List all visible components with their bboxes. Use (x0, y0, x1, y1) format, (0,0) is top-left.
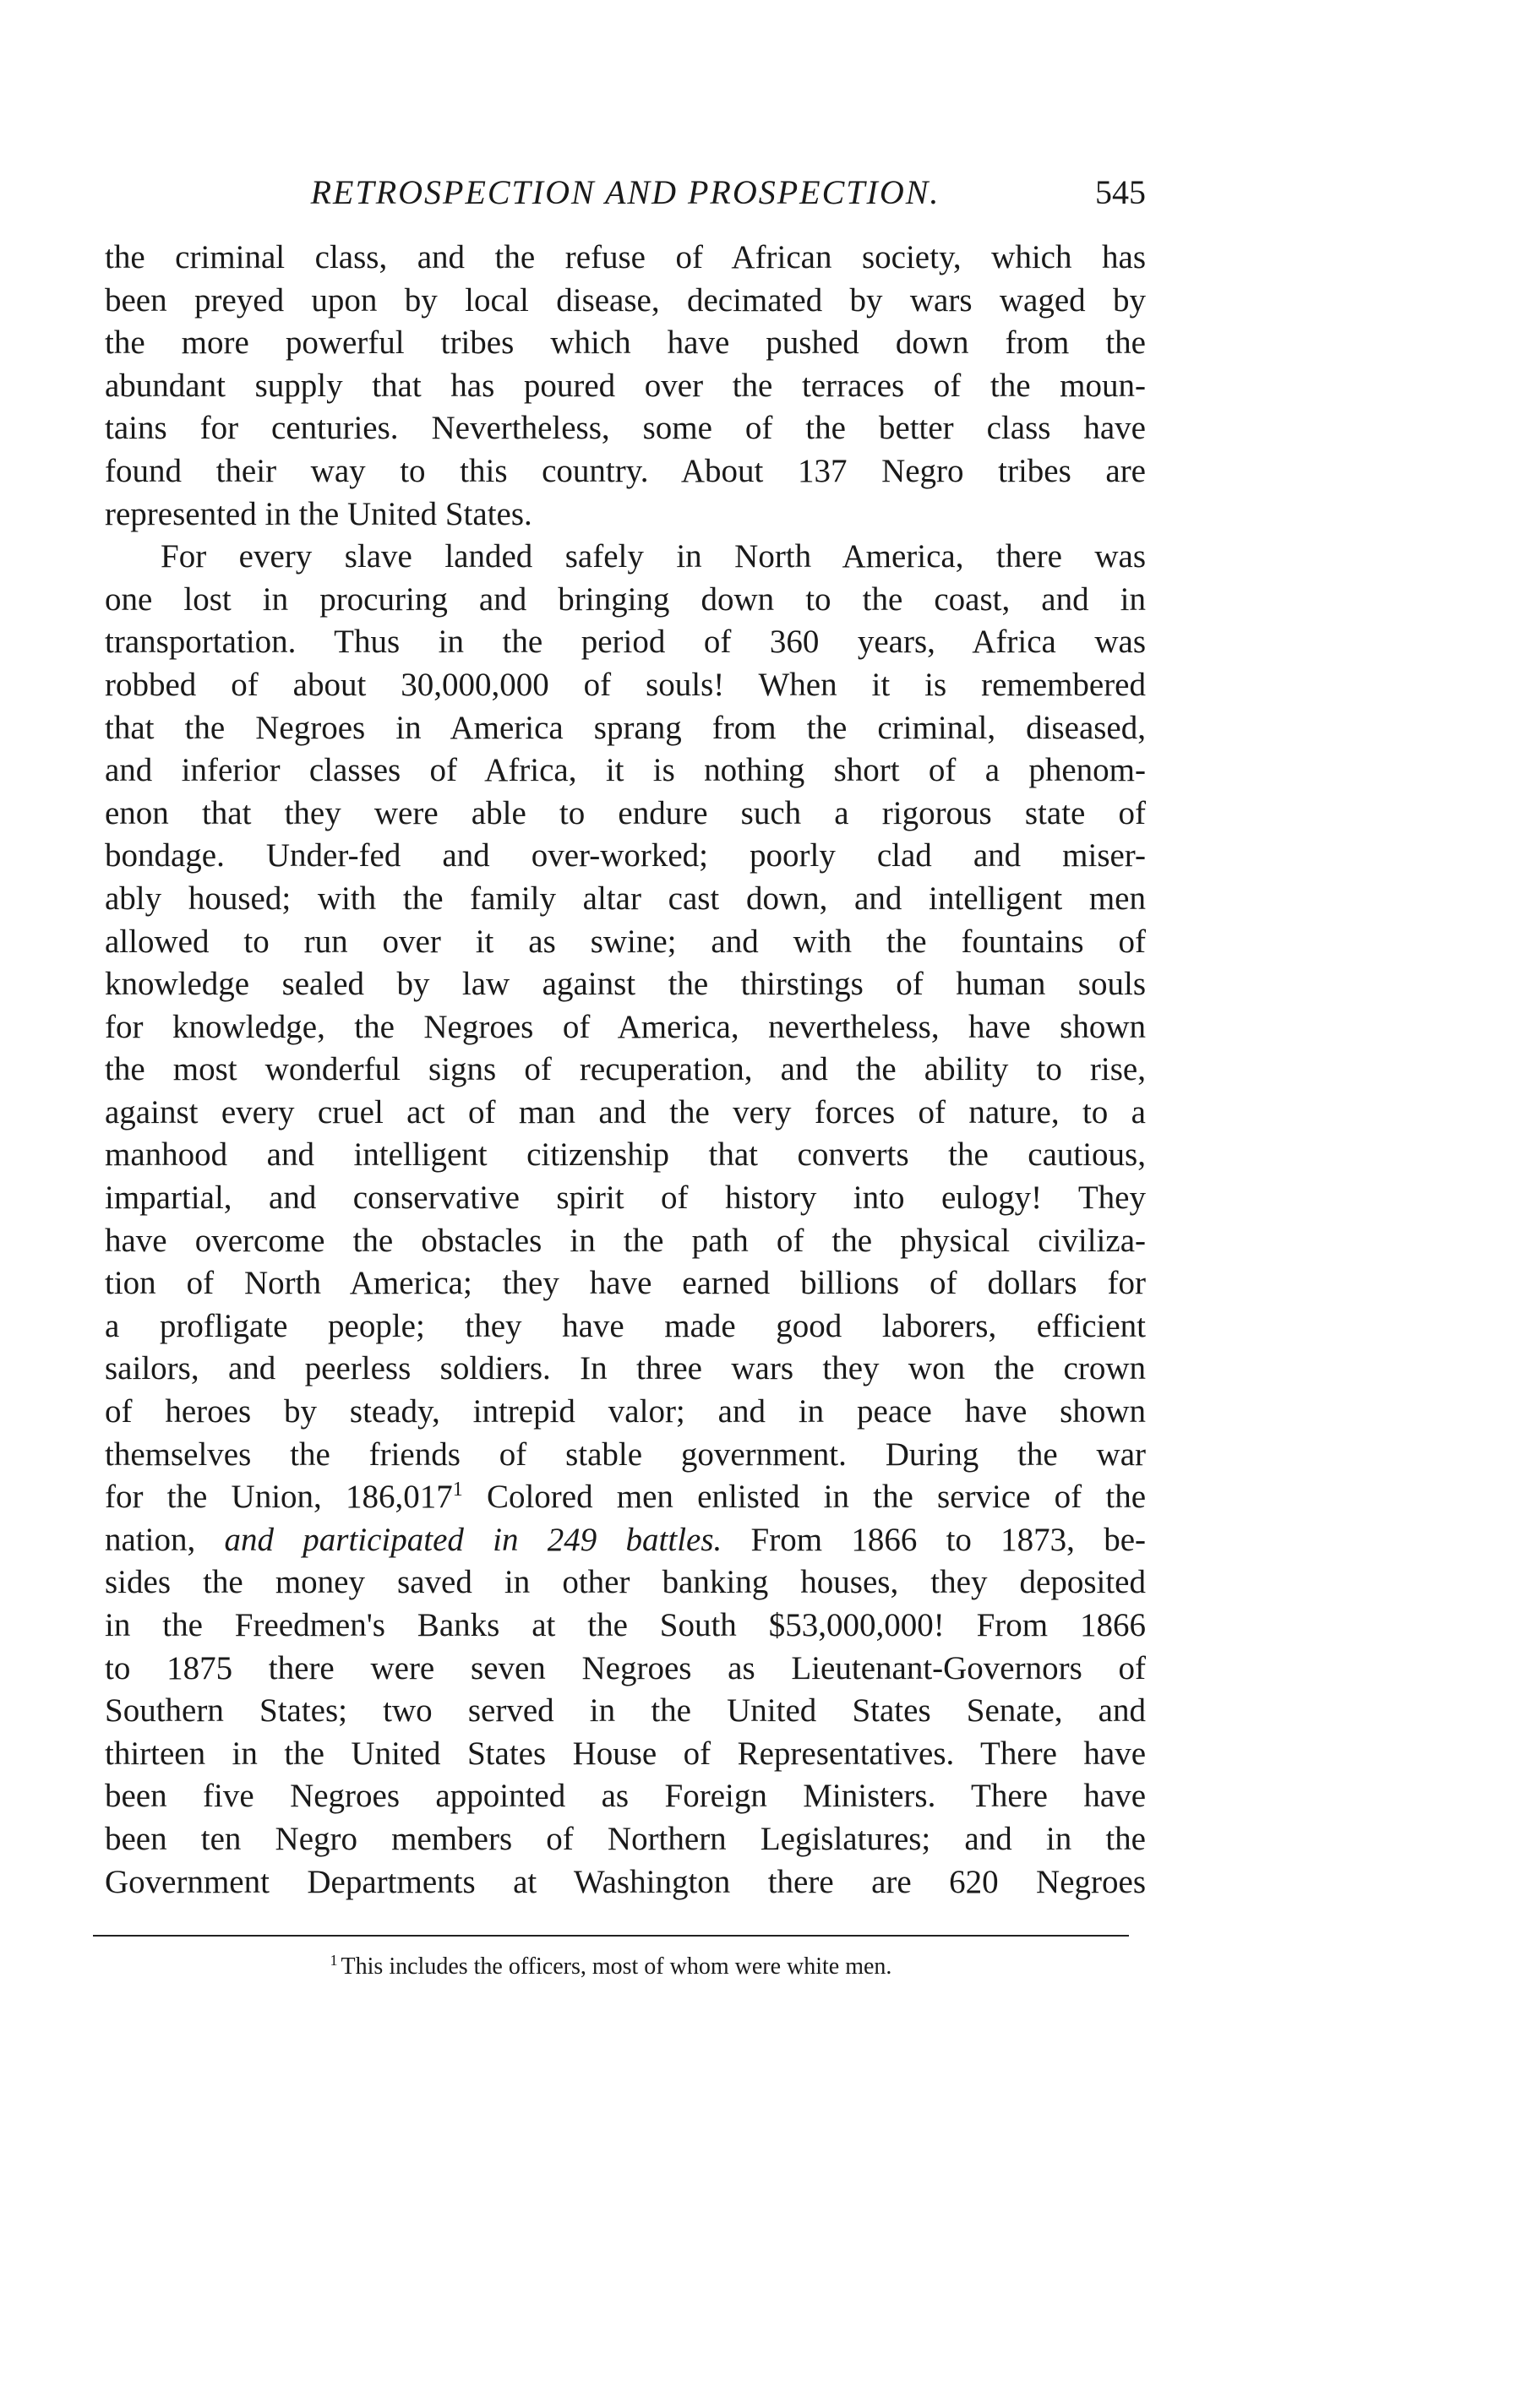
text-line: bondage. Under-fed and over-worked; poorly clad and miser- (105, 837, 1146, 874)
text-line: against every cruel act of man and the very forces of nature, to a (105, 1093, 1146, 1130)
text-line: to 1875 there were seven Negroes as Lieutenant-Governors of (105, 1649, 1146, 1686)
text-segment: nation, (105, 1521, 196, 1558)
text-line: allowed to run over it as swine; and with the fountains of (105, 923, 1146, 960)
text-line: tion of North America; they have earned billions of dollars for (105, 1265, 1146, 1302)
text-line: have overcome the obstacles in the path of the physical civiliza- (105, 1222, 1146, 1259)
text-segment: From 1866 to 1873, be- (722, 1521, 1146, 1558)
text-line: impartial, and conservative spirit of history into eulogy! They (105, 1179, 1146, 1217)
italic-phrase: and participated in 249 battles. (195, 1521, 722, 1558)
text-line-with-italic (105, 1519, 1146, 1562)
text-line: tains for centuries. Nevertheless, some of the better class have (105, 410, 1146, 447)
text-line: Government Departments at Washington there are 620 Negroes (105, 1863, 1146, 1900)
text-line: sides the money saved in other banking houses, they deposited (105, 1564, 1146, 1601)
text-line: of heroes by steady, intrepid valor; and in peace have shown (105, 1393, 1146, 1430)
text-line: in the Freedmen's Banks at the South $53,000,000! From 1866 (105, 1607, 1146, 1643)
footnote-reference: 1 (452, 1479, 463, 1501)
footnote-text: This includes the officers, most of whom were white men. (341, 1953, 892, 1980)
text-line-with-footnote (105, 1476, 1146, 1519)
text-line: represented in the United States. (105, 495, 532, 532)
page-number: 545 (1095, 173, 1146, 211)
text-line: thirteen in the United States House of Representatives. There have (105, 1735, 1146, 1772)
text-line: the more powerful tribes which have pushed down from the (105, 324, 1146, 362)
text-segment: for the Union, 186,017 (105, 1479, 453, 1516)
footnote-marker: 1 (330, 1952, 338, 1969)
text-line: that the Negroes in America sprang from the criminal, diseased, (105, 709, 1146, 746)
text-line: robbed of about 30,000,000 of souls! When it is remembered (105, 666, 1146, 703)
text-line: enon that they were able to endure such a rigorous state of (105, 794, 1146, 831)
text-segment: Colored men enlisted in the service of the (462, 1479, 1146, 1516)
text-line: one lost in procuring and bringing down to the coast, and in (105, 580, 1146, 618)
text-line: been ten Negro members of Northern Legislatures; and in the (105, 1820, 1146, 1857)
text-line: sailors, and peerless soldiers. In three wars they won the crown (105, 1350, 1146, 1387)
footnote-divider (93, 1935, 1129, 1937)
text-line: the most wonderful signs of recuperation, and the ability to rise, (105, 1051, 1146, 1088)
body-text (105, 237, 1146, 1904)
running-title: RETROSPECTION AND PROSPECTION. (310, 173, 940, 211)
text-line: themselves the friends of stable government. During the war (105, 1436, 1146, 1473)
text-line: and inferior classes of Africa, it is nothing short of a phenom- (105, 752, 1146, 789)
text-line: Southern States; two served in the United States Senate, and (105, 1692, 1146, 1730)
text-line: knowledge sealed by law against the thirstings of human souls (105, 966, 1146, 1003)
footnote (93, 1950, 1129, 1984)
text-line: manhood and intelligent citizenship that converts the cautious, (105, 1136, 1146, 1174)
running-head (105, 169, 1146, 216)
text-line: For every slave landed safely in North America, there was (161, 538, 1146, 575)
text-line: ably housed; with the family altar cast down, and intelligent men (105, 880, 1146, 917)
text-line: been preyed upon by local disease, decimated by wars waged by (105, 281, 1146, 319)
text-line: the criminal class, and the refuse of African society, which has (105, 239, 1146, 275)
text-line: been five Negroes appointed as Foreign Ministers. There have (105, 1778, 1146, 1815)
text-line: transportation. Thus in the period of 360 years, Africa was (105, 624, 1146, 661)
text-line: for knowledge, the Negroes of America, nevertheless, have shown (105, 1008, 1146, 1045)
text-line: found their way to this country. About 137 Negro tribes are (105, 452, 1146, 489)
text-line: a profligate people; they have made good laborers, efficient (105, 1307, 1146, 1344)
text-line: abundant supply that has poured over the terraces of the moun- (105, 367, 1146, 404)
